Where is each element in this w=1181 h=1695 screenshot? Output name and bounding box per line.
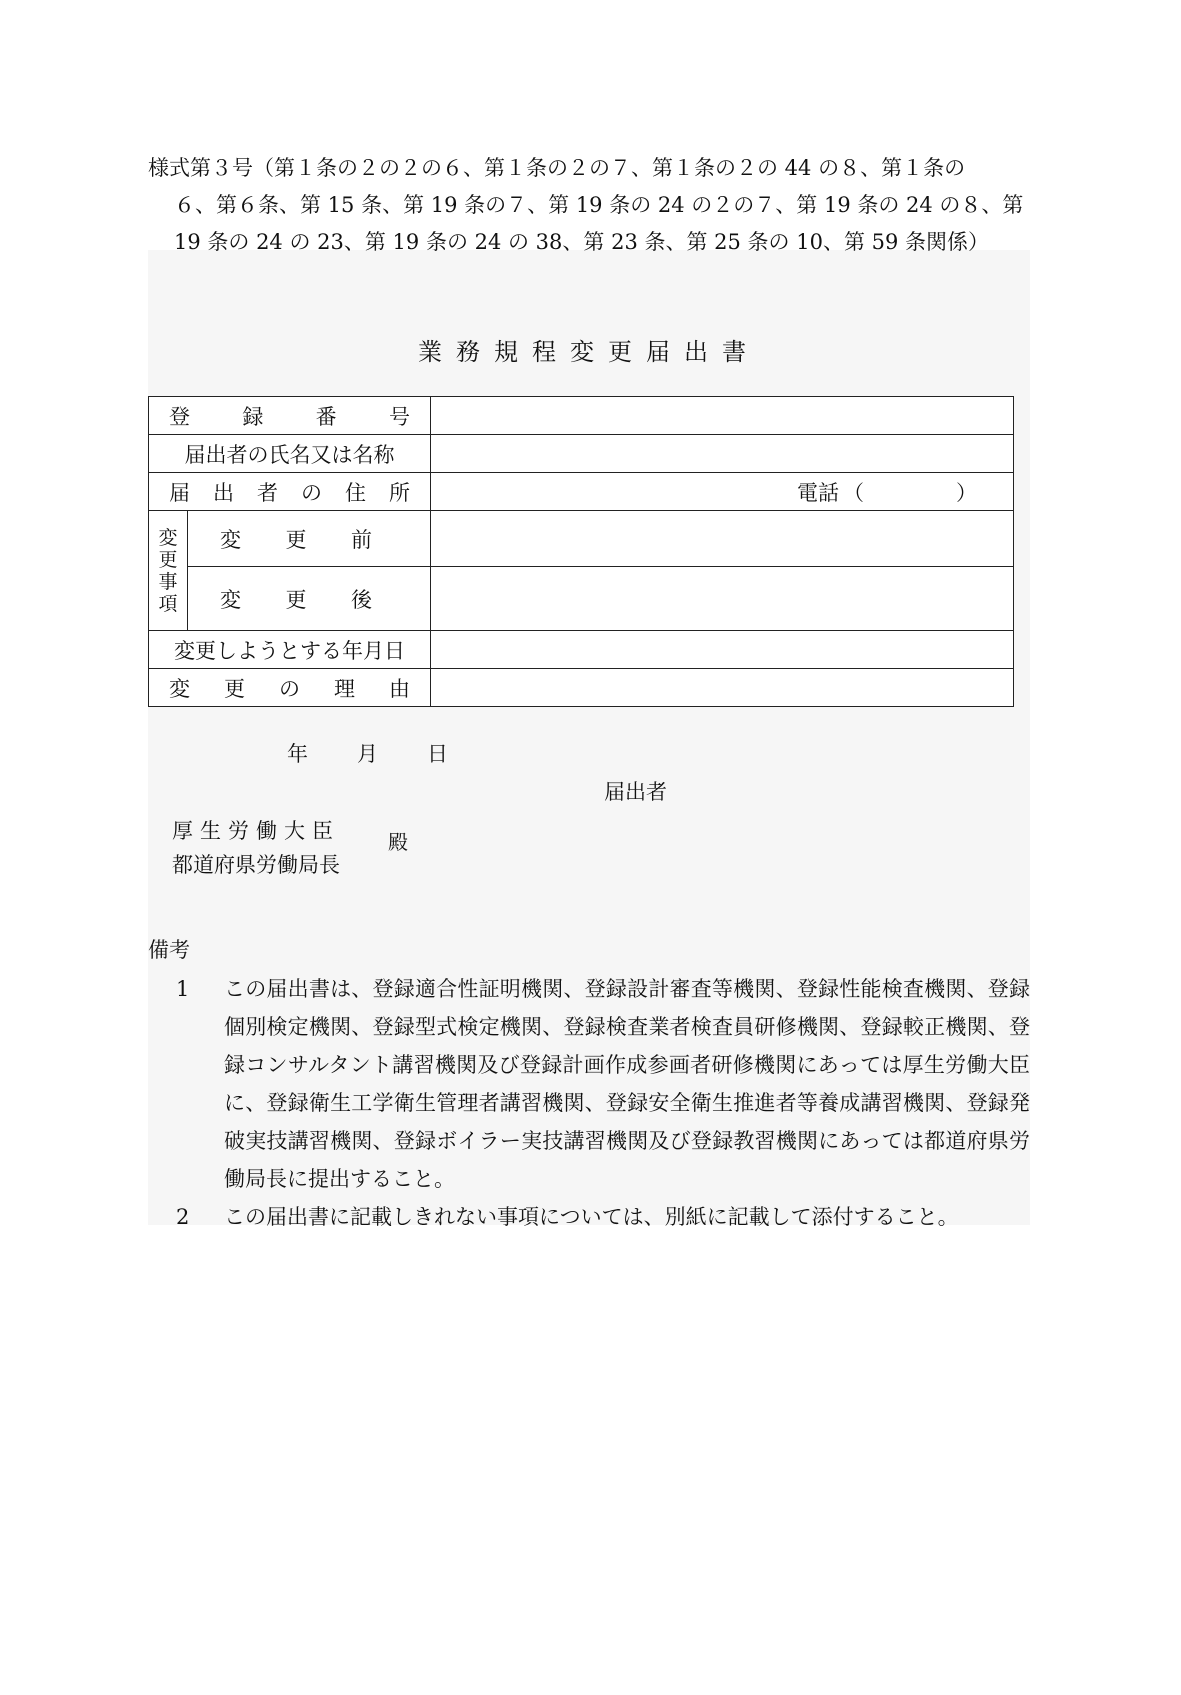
label-char: 由 [389,676,410,701]
row-planned-date [149,631,1014,669]
row-change-before [149,511,1014,567]
addressee-minister: 厚生労働大臣 [172,819,340,843]
label-char: 登 [169,404,190,429]
label-char: 出 [213,480,234,505]
label-char: 番 [315,404,337,429]
label-char: 変 [220,527,241,552]
label-char: 理 [334,676,355,701]
addressee-block [172,814,340,882]
label-char: 号 [388,404,410,429]
label-char: 更 [224,676,245,701]
planned-date-field[interactable] [431,631,1014,669]
note-number: 2 [176,1205,190,1229]
label-char: 変 [169,676,190,701]
note-text: この届出書に記載しきれない事項については、別紙に記載して添付すること。 [224,1205,959,1229]
label-char: 項 [158,592,178,615]
day-label: 日 [427,742,448,766]
form-table [148,396,1014,707]
applicant-address-label [149,473,431,511]
label-char: の [301,480,322,505]
citation-line-2: ６、第６条、第 15 条、第 19 条の７、第 19 条の 24 の２の７、第 19 条の 24 の８、第 [174,193,1024,217]
month-label: 月 [357,742,378,766]
label-char: 録 [242,404,264,429]
label-char: 更 [285,527,307,552]
label-char: 後 [351,587,372,612]
registration-number-field[interactable] [431,397,1014,435]
label-char: 届 [169,480,190,505]
change-before-label [188,511,431,567]
change-before-field[interactable] [431,511,1014,567]
change-items-group-label [149,511,188,631]
applicant-name-field[interactable] [431,435,1014,473]
phone-label: 電話 [797,480,839,505]
change-after-field[interactable] [431,567,1014,631]
row-reason [149,669,1014,707]
label-char: 変 [220,587,241,612]
form-title: 業務規程変更届出書 [418,338,760,366]
phone-open-paren: （ [843,480,864,505]
honorific-dono: 殿 [388,830,408,854]
citation-line-3: 19 条の 24 の 23、第 19 条の 24 の 38、第 23 条、第 25 条の 10、第 59 条関係） [174,230,990,254]
note-item [148,1198,1030,1236]
label-char: 変 [158,526,178,549]
applicant-address-field[interactable] [431,473,1014,511]
label-char: の [279,676,300,701]
label-char: 前 [351,527,372,552]
label-char: 者 [257,480,278,505]
note-text: この届出書は、登録適合性証明機関、登録設計審査等機関、登録性能検査機関、登録個別検定機関、登録型式検定機関、登録検査業者検査員研修機関、登録較正機関、登録コンサルタント講習機関及び登録計画作成参画者研修機関にあっては厚生労働大臣に、登録衛生工学衛生管理者講習機関、登録安全衛生推進者等養成講習機関、登録発破実技講習機関、登録ボイラー実技講習機関及び登録教習機関にあっては都道府県労働局長に提出すること。 [224,977,1030,1191]
notes-heading: 備考 [148,938,190,962]
label-char: 住 [345,480,366,505]
registration-number-label [149,397,431,435]
note-item [148,970,1030,1198]
row-applicant-address [149,473,1014,511]
notes-list [148,970,1030,1236]
form-citation-header [148,150,1030,261]
label-char: 所 [389,480,410,505]
label-char: 更 [285,587,307,612]
applicant-name-label: 届出者の氏名又は名称 [149,435,431,473]
change-after-label [188,567,431,631]
reason-label [149,669,431,707]
note-number: 1 [176,977,190,1001]
row-registration-number [149,397,1014,435]
submission-date-line [287,738,448,768]
phone-number-field[interactable] [797,477,977,507]
planned-date-label: 変更しようとする年月日 [149,631,431,669]
label-char: 事 [158,570,178,593]
phone-close-paren: ） [956,480,977,505]
addressee-labour-bureau: 都道府県労働局長 [172,853,340,877]
reporter-label: 届出者 [604,780,667,804]
row-change-after [149,567,1014,631]
label-char: 更 [158,548,178,571]
year-label: 年 [287,742,308,766]
row-applicant-name [149,435,1014,473]
citation-line-1: 様式第３号（第１条の２の２の６、第１条の２の７、第１条の２の 44 の８、第１条の [148,156,966,180]
reason-field[interactable] [431,669,1014,707]
